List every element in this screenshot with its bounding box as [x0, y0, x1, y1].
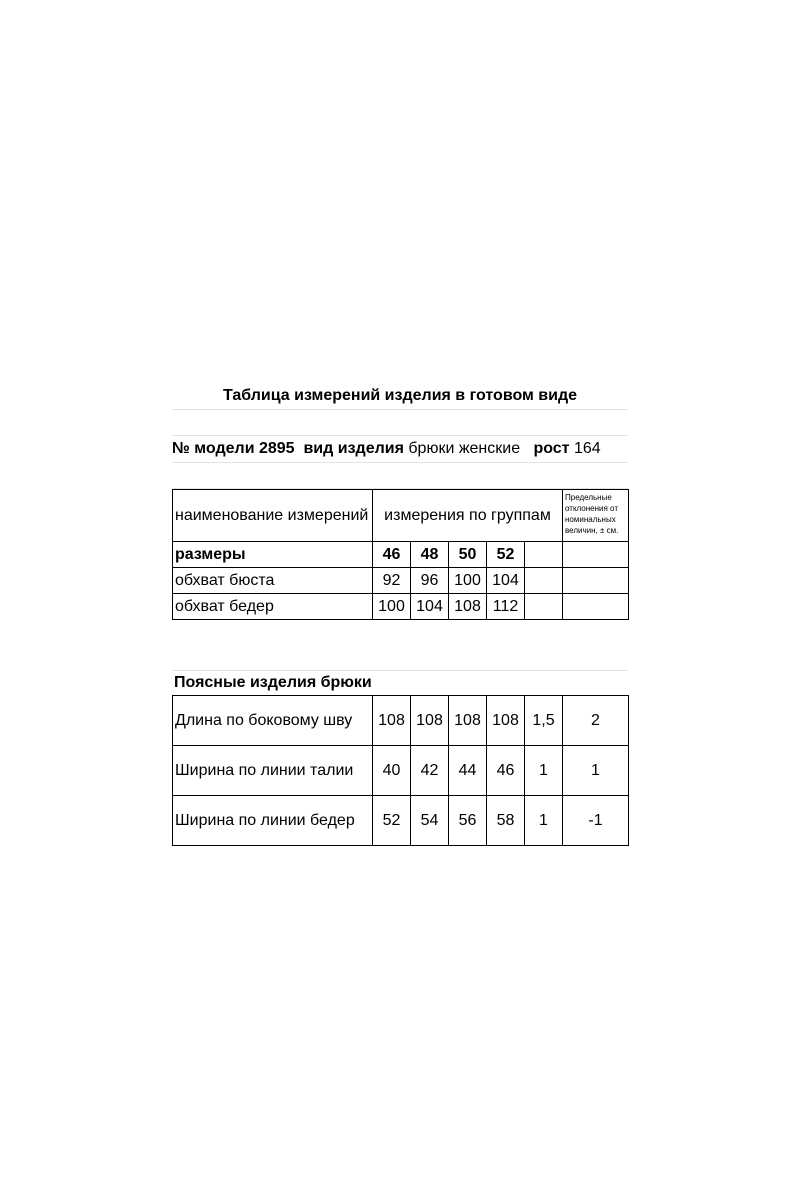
tolerance-header: Предельные отклонения от номинальных величин, ± см.: [563, 490, 629, 542]
value-cell: 92: [373, 568, 411, 594]
value-cell: 54: [411, 796, 449, 846]
value-cell: 56: [449, 796, 487, 846]
kind-label: вид изделия: [303, 440, 404, 457]
spacer: [172, 620, 628, 671]
value-cell: 104: [411, 594, 449, 620]
value-cell: 52: [373, 796, 411, 846]
value-cell: 100: [449, 568, 487, 594]
measurement-sheet: [172, 383, 628, 846]
model-label: № модели: [172, 440, 255, 457]
height-value: 164: [573, 440, 601, 457]
blank-row: [172, 463, 628, 489]
row-name: Ширина по линии талии: [173, 746, 373, 796]
empty-cell: [525, 568, 563, 594]
empty-cell: [563, 542, 629, 568]
empty-cell: [563, 594, 629, 620]
kind-value: брюки женские: [408, 440, 521, 457]
row-name: Длина по боковому шву: [173, 696, 373, 746]
sizes-row: [173, 542, 629, 568]
size-cell: 52: [487, 542, 525, 568]
table-row: [173, 796, 629, 846]
tolerance-cell: 1: [525, 746, 563, 796]
model-number: 2895: [258, 440, 295, 457]
value-cell: 46: [487, 746, 525, 796]
value-cell: 40: [373, 746, 411, 796]
empty-cell: [525, 594, 563, 620]
size-cell: 46: [373, 542, 411, 568]
height-label: рост: [533, 440, 570, 457]
model-line: [172, 436, 628, 463]
table-row: [173, 568, 629, 594]
empty-cell: [563, 568, 629, 594]
sheet-title: Таблица измерений изделия в готовом виде: [172, 383, 628, 410]
tolerance-cell: 1: [563, 746, 629, 796]
tolerance-cell: -1: [563, 796, 629, 846]
value-cell: 108: [411, 696, 449, 746]
section-title: Поясные изделия брюки: [174, 674, 372, 691]
empty-cell: [525, 542, 563, 568]
sizes-label: размеры: [173, 542, 373, 568]
trousers-table: [172, 695, 629, 846]
sizes-table: [172, 489, 629, 620]
value-cell: 108: [487, 696, 525, 746]
tolerance-cell: 1,5: [525, 696, 563, 746]
measure-header: измерения по группам: [373, 490, 563, 542]
value-cell: 42: [411, 746, 449, 796]
header-row: [173, 490, 629, 542]
row-name: обхват бюста: [173, 568, 373, 594]
value-cell: 44: [449, 746, 487, 796]
row-name: Ширина по линии бедер: [173, 796, 373, 846]
name-header: наименование измерений: [173, 490, 373, 542]
value-cell: 58: [487, 796, 525, 846]
value-cell: 112: [487, 594, 525, 620]
value-cell: 96: [411, 568, 449, 594]
tolerance-cell: 1: [525, 796, 563, 846]
size-cell: 50: [449, 542, 487, 568]
table-row: [173, 696, 629, 746]
table-row: [173, 746, 629, 796]
blank-row: [172, 410, 628, 436]
size-cell: 48: [411, 542, 449, 568]
table-row: [173, 594, 629, 620]
value-cell: 100: [373, 594, 411, 620]
tolerance-cell: 2: [563, 696, 629, 746]
row-name: обхват бедер: [173, 594, 373, 620]
value-cell: 108: [373, 696, 411, 746]
value-cell: 108: [449, 594, 487, 620]
value-cell: 108: [449, 696, 487, 746]
value-cell: 104: [487, 568, 525, 594]
